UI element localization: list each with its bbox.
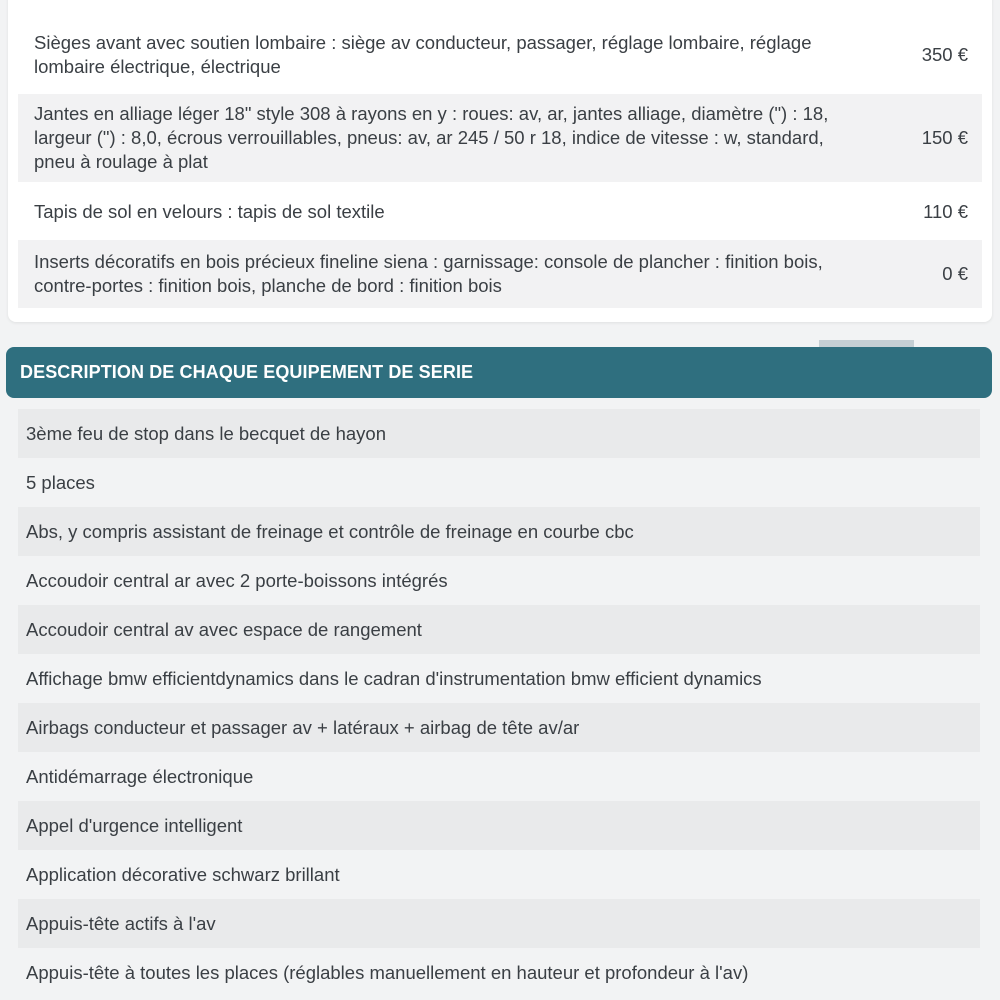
- list-item: Airbags conducteur et passager av + latéraux + airbag de tête av/ar: [18, 703, 980, 752]
- option-description: Inserts décoratifs en bois précieux fineline siena : garnissage: console de plancher : finition bois, contre-portes : finition bois, planche de bord : finition bois: [34, 251, 823, 296]
- list-item: 5 places: [18, 458, 980, 507]
- list-item: Application décorative schwarz brillant: [18, 850, 980, 899]
- option-description: Tapis de sol en velours : tapis de sol textile: [34, 201, 385, 222]
- option-price: 350 €: [921, 44, 968, 65]
- options-card: [8, 0, 992, 322]
- list-item: Appel d'urgence intelligent: [18, 801, 980, 850]
- list-item: Appuis-tête actifs à l'av: [18, 899, 980, 948]
- option-description: Jantes en alliage léger 18" style 308 à rayons en y : roues: av, ar, jantes alliage, diamètre (") : 18, largeur (") : 8,0, écrous verrouillables, pneus: av, ar 245 / 50 r 18, indice de vitesse : w, standard, pneu à roulage à plat: [34, 103, 829, 172]
- option-row: [18, 189, 982, 235]
- section-title: DESCRIPTION DE CHAQUE EQUIPEMENT DE SERIE: [20, 362, 474, 382]
- option-row: [18, 94, 982, 182]
- standard-equipment-list: [18, 409, 980, 997]
- list-item: Affichage bmw efficientdynamics dans le cadran d'instrumentation bmw efficient dynamics: [18, 654, 980, 703]
- list-item: 3ème feu de stop dans le becquet de hayon: [18, 409, 980, 458]
- option-row: [18, 20, 982, 90]
- option-description: Sièges avant avec soutien lombaire : siège av conducteur, passager, réglage lombaire, réglage lombaire électrique, électrique: [34, 32, 812, 77]
- standard-equipment-header[interactable]: [6, 347, 992, 398]
- list-item: Abs, y compris assistant de freinage et contrôle de freinage en courbe cbc: [18, 507, 980, 556]
- option-row: [18, 240, 982, 308]
- list-item: Antidémarrage électronique: [18, 752, 980, 801]
- list-item: Appuis-tête à toutes les places (réglables manuellement en hauteur et profondeur à l'av): [18, 948, 980, 997]
- list-item: Accoudoir central av avec espace de rangement: [18, 605, 980, 654]
- option-price: 150 €: [921, 127, 968, 148]
- option-price: 0 €: [942, 263, 968, 284]
- option-price: 110 €: [923, 201, 968, 222]
- list-item: Accoudoir central ar avec 2 porte-boissons intégrés: [18, 556, 980, 605]
